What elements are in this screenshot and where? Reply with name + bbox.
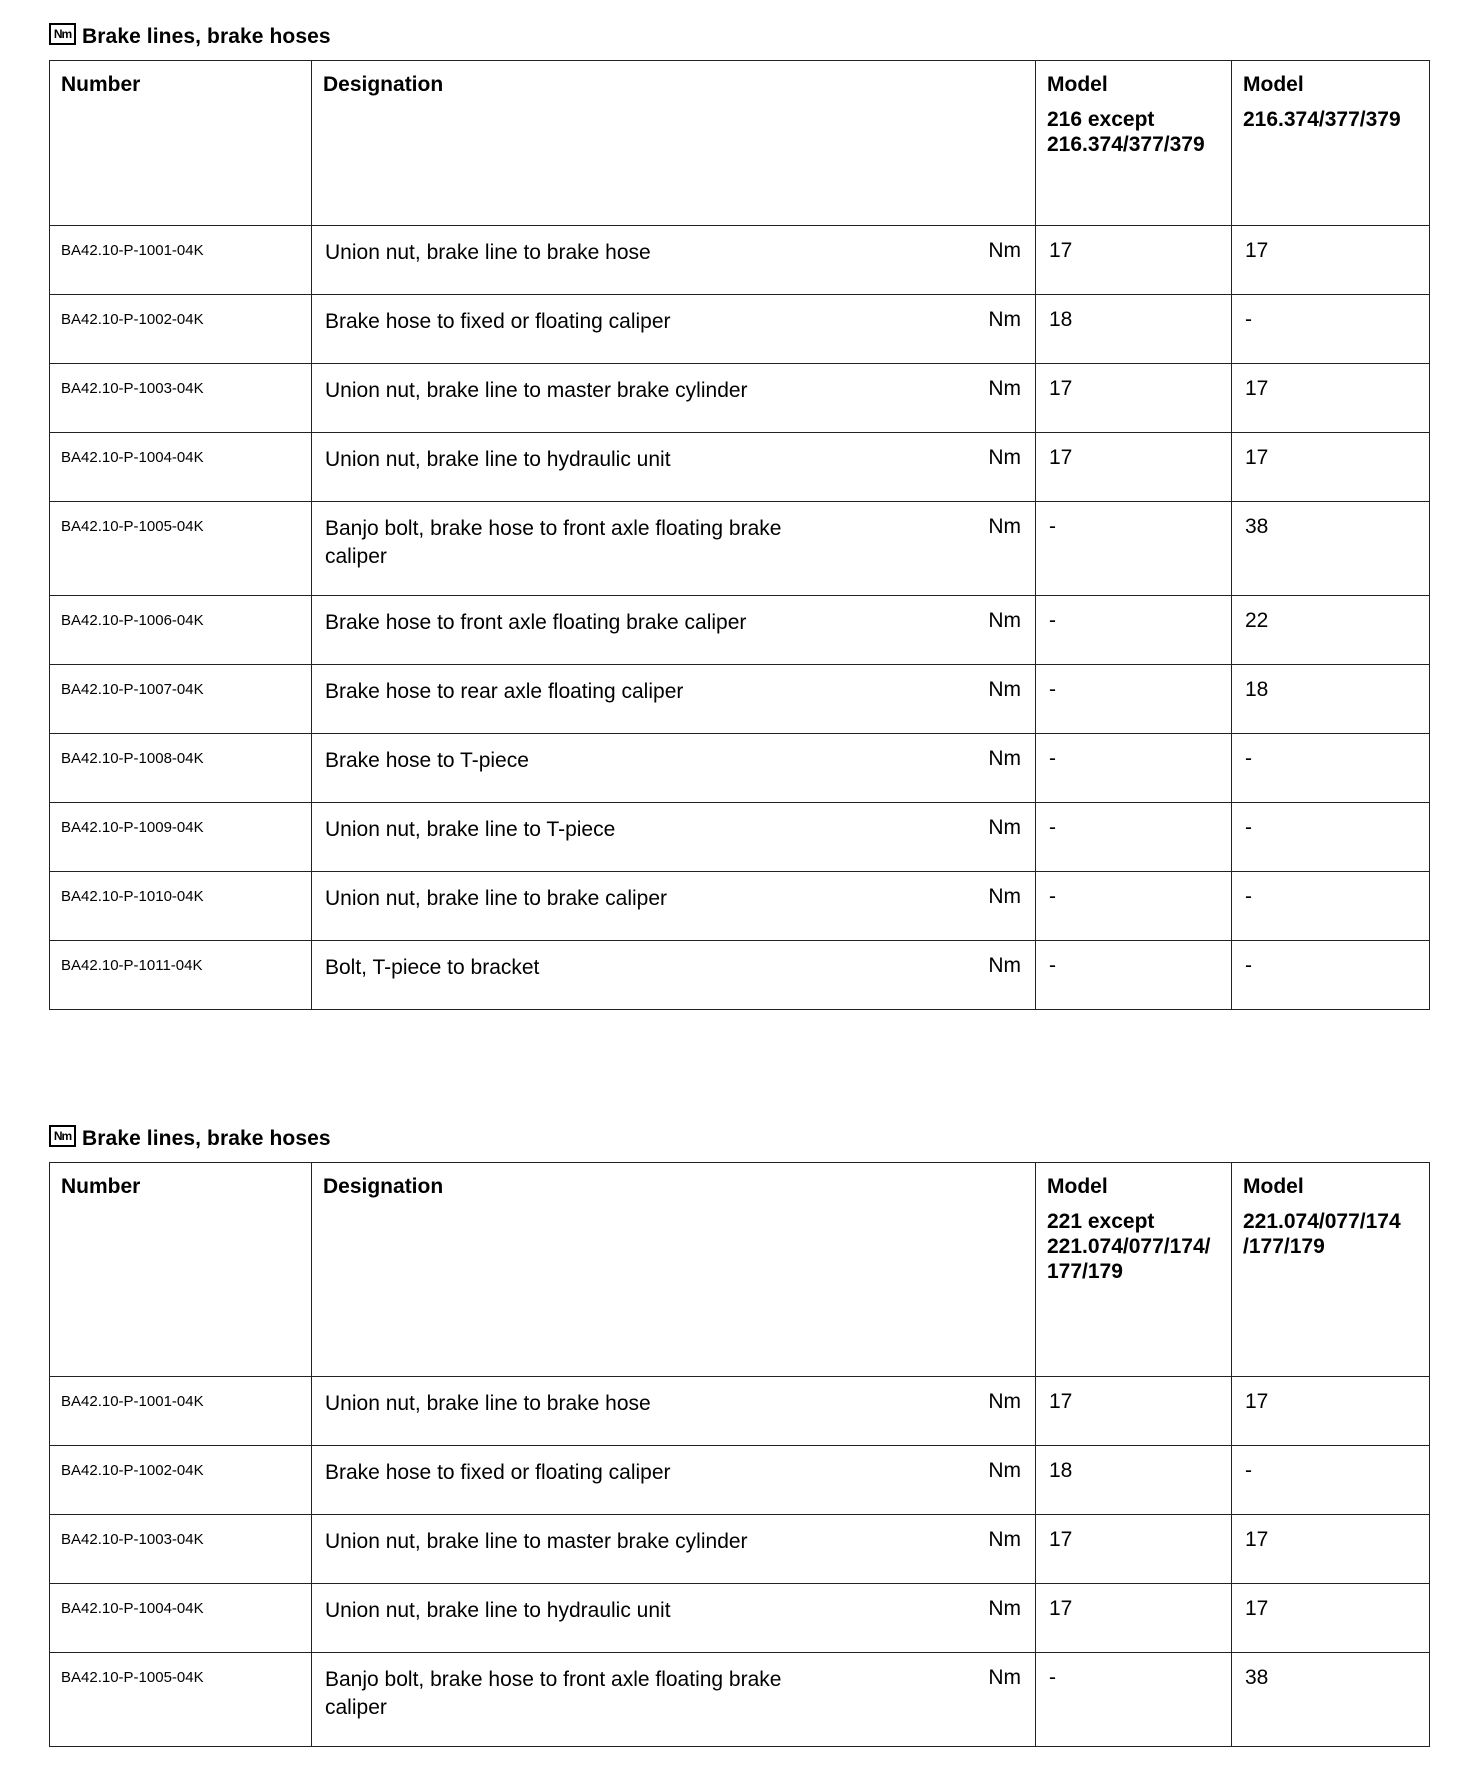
row-number: BA42.10-P-1006-04K xyxy=(50,596,312,665)
row-model-2-value: 17 xyxy=(1232,364,1430,433)
unit-label: Nm xyxy=(988,239,1021,262)
torque-nm-icon: Nm xyxy=(49,23,76,45)
table-row xyxy=(50,1584,1430,1653)
row-model-1-value: 17 xyxy=(1036,1584,1232,1653)
row-model-2-value: - xyxy=(1232,295,1430,364)
designation-text: Union nut, brake line to master brake cylinder xyxy=(325,379,748,402)
unit-label: Nm xyxy=(988,515,1021,538)
designation-text: Union nut, brake line to brake hose xyxy=(325,1392,651,1415)
unit-label: Nm xyxy=(988,609,1021,632)
row-model-1-value: 17 xyxy=(1036,1377,1232,1446)
row-designation xyxy=(312,1446,1036,1515)
header-model-2-value: 216.374/377/379 xyxy=(1243,108,1401,131)
unit-label: Nm xyxy=(988,885,1021,908)
designation-text: Brake hose to front axle floating brake caliper xyxy=(325,611,747,634)
table-row xyxy=(50,665,1430,734)
designation-text: Bolt, T-piece to bracket xyxy=(325,956,540,979)
unit-label: Nm xyxy=(988,1528,1021,1551)
header-designation: Designation xyxy=(312,61,1036,226)
designation-text: Union nut, brake line to brake caliper xyxy=(325,887,668,910)
row-model-1-value: - xyxy=(1036,596,1232,665)
row-number: BA42.10-P-1003-04K xyxy=(50,364,312,433)
row-designation xyxy=(312,1515,1036,1584)
header-model-2 xyxy=(1232,61,1430,226)
designation-text: Union nut, brake line to hydraulic unit xyxy=(325,1599,671,1622)
row-number: BA42.10-P-1005-04K xyxy=(50,1653,312,1747)
row-designation xyxy=(312,734,1036,803)
row-number: BA42.10-P-1010-04K xyxy=(50,872,312,941)
torque-section-221 xyxy=(49,1116,1429,1747)
designation-text: Brake hose to fixed or floating caliper xyxy=(325,310,671,333)
row-number: BA42.10-P-1001-04K xyxy=(50,226,312,295)
header-model-1 xyxy=(1036,61,1232,226)
row-designation xyxy=(312,502,1036,596)
row-number: BA42.10-P-1008-04K xyxy=(50,734,312,803)
row-designation xyxy=(312,364,1036,433)
designation-text: Brake hose to T-piece xyxy=(325,749,529,772)
unit-label: Nm xyxy=(988,954,1021,977)
table-row xyxy=(50,1653,1430,1747)
designation-text: Union nut, brake line to hydraulic unit xyxy=(325,448,671,471)
table-header-row xyxy=(50,1163,1430,1377)
unit-label: Nm xyxy=(988,747,1021,770)
row-number: BA42.10-P-1002-04K xyxy=(50,1446,312,1515)
header-number: Number xyxy=(50,1163,312,1377)
row-model-2-value: 38 xyxy=(1232,1653,1430,1747)
row-model-2-value: 22 xyxy=(1232,596,1430,665)
row-model-1-value: 17 xyxy=(1036,433,1232,502)
row-model-2-value: 17 xyxy=(1232,226,1430,295)
row-model-2-value: 17 xyxy=(1232,1515,1430,1584)
designation-text: Banjo bolt, brake hose to front axle floating brake caliper xyxy=(325,517,782,568)
row-model-2-value: - xyxy=(1232,803,1430,872)
row-designation xyxy=(312,1584,1036,1653)
row-number: BA42.10-P-1007-04K xyxy=(50,665,312,734)
header-model-1-value: 221 except 221.074/077/174/ 177/179 xyxy=(1047,1210,1211,1283)
designation-text: Banjo bolt, brake hose to front axle floating brake caliper xyxy=(325,1668,782,1719)
row-designation xyxy=(312,665,1036,734)
designation-text: Brake hose to rear axle floating caliper xyxy=(325,680,684,703)
row-model-1-value: - xyxy=(1036,803,1232,872)
table-row xyxy=(50,596,1430,665)
row-model-1-value: - xyxy=(1036,734,1232,803)
row-model-2-value: 17 xyxy=(1232,1584,1430,1653)
unit-label: Nm xyxy=(988,1390,1021,1413)
row-designation xyxy=(312,295,1036,364)
row-designation xyxy=(312,1377,1036,1446)
unit-label: Nm xyxy=(988,678,1021,701)
header-model-2-value: 221.074/077/174 /177/179 xyxy=(1243,1210,1401,1258)
section-title xyxy=(49,1116,1429,1162)
section-title-text: Brake lines, brake hoses xyxy=(82,25,331,48)
row-model-2-value: 38 xyxy=(1232,502,1430,596)
row-number: BA42.10-P-1002-04K xyxy=(50,295,312,364)
unit-label: Nm xyxy=(988,308,1021,331)
row-model-2-value: - xyxy=(1232,1446,1430,1515)
unit-label: Nm xyxy=(988,1597,1021,1620)
row-model-2-value: 17 xyxy=(1232,1377,1430,1446)
table-header-row xyxy=(50,61,1430,226)
table-row xyxy=(50,364,1430,433)
header-model-1-label: Model xyxy=(1047,73,1108,96)
row-model-2-value: - xyxy=(1232,941,1430,1010)
unit-label: Nm xyxy=(988,816,1021,839)
header-model-2-label: Model xyxy=(1243,1175,1304,1198)
section-title-text: Brake lines, brake hoses xyxy=(82,1127,331,1150)
row-model-1-value: 18 xyxy=(1036,1446,1232,1515)
row-model-1-value: - xyxy=(1036,665,1232,734)
row-number: BA42.10-P-1011-04K xyxy=(50,941,312,1010)
designation-text: Union nut, brake line to T-piece xyxy=(325,818,616,841)
table-row xyxy=(50,872,1430,941)
row-designation xyxy=(312,596,1036,665)
row-designation xyxy=(312,1653,1036,1747)
torque-section-216 xyxy=(49,14,1429,1010)
row-model-1-value: - xyxy=(1036,941,1232,1010)
row-designation xyxy=(312,433,1036,502)
row-number: BA42.10-P-1009-04K xyxy=(50,803,312,872)
designation-text: Brake hose to fixed or floating caliper xyxy=(325,1461,671,1484)
row-model-2-value: - xyxy=(1232,872,1430,941)
unit-label: Nm xyxy=(988,1666,1021,1689)
row-designation xyxy=(312,226,1036,295)
header-model-2 xyxy=(1232,1163,1430,1377)
unit-label: Nm xyxy=(988,446,1021,469)
unit-label: Nm xyxy=(988,377,1021,400)
section-title xyxy=(49,14,1429,60)
header-model-1-value: 216 except 216.374/377/379 xyxy=(1047,108,1205,156)
row-designation xyxy=(312,941,1036,1010)
table-row xyxy=(50,734,1430,803)
torque-nm-icon: Nm xyxy=(49,1125,76,1147)
row-number: BA42.10-P-1001-04K xyxy=(50,1377,312,1446)
row-number: BA42.10-P-1003-04K xyxy=(50,1515,312,1584)
torque-table xyxy=(49,1162,1430,1747)
row-model-1-value: 17 xyxy=(1036,226,1232,295)
table-row xyxy=(50,1515,1430,1584)
header-designation: Designation xyxy=(312,1163,1036,1377)
torque-table xyxy=(49,60,1430,1010)
row-model-2-value: - xyxy=(1232,734,1430,803)
row-model-2-value: 18 xyxy=(1232,665,1430,734)
header-model-1 xyxy=(1036,1163,1232,1377)
row-model-1-value: - xyxy=(1036,502,1232,596)
table-row xyxy=(50,1446,1430,1515)
row-model-1-value: 17 xyxy=(1036,364,1232,433)
row-designation xyxy=(312,872,1036,941)
table-row xyxy=(50,803,1430,872)
table-row xyxy=(50,226,1430,295)
row-model-1-value: 17 xyxy=(1036,1515,1232,1584)
row-number: BA42.10-P-1004-04K xyxy=(50,1584,312,1653)
header-model-2-label: Model xyxy=(1243,73,1304,96)
row-model-1-value: 18 xyxy=(1036,295,1232,364)
row-number: BA42.10-P-1005-04K xyxy=(50,502,312,596)
header-number: Number xyxy=(50,61,312,226)
row-designation xyxy=(312,803,1036,872)
row-model-2-value: 17 xyxy=(1232,433,1430,502)
table-row xyxy=(50,295,1430,364)
table-row xyxy=(50,1377,1430,1446)
designation-text: Union nut, brake line to master brake cylinder xyxy=(325,1530,748,1553)
table-row xyxy=(50,502,1430,596)
row-number: BA42.10-P-1004-04K xyxy=(50,433,312,502)
designation-text: Union nut, brake line to brake hose xyxy=(325,241,651,264)
row-model-1-value: - xyxy=(1036,1653,1232,1747)
row-model-1-value: - xyxy=(1036,872,1232,941)
header-model-1-label: Model xyxy=(1047,1175,1108,1198)
table-row xyxy=(50,941,1430,1010)
unit-label: Nm xyxy=(988,1459,1021,1482)
table-row xyxy=(50,433,1430,502)
